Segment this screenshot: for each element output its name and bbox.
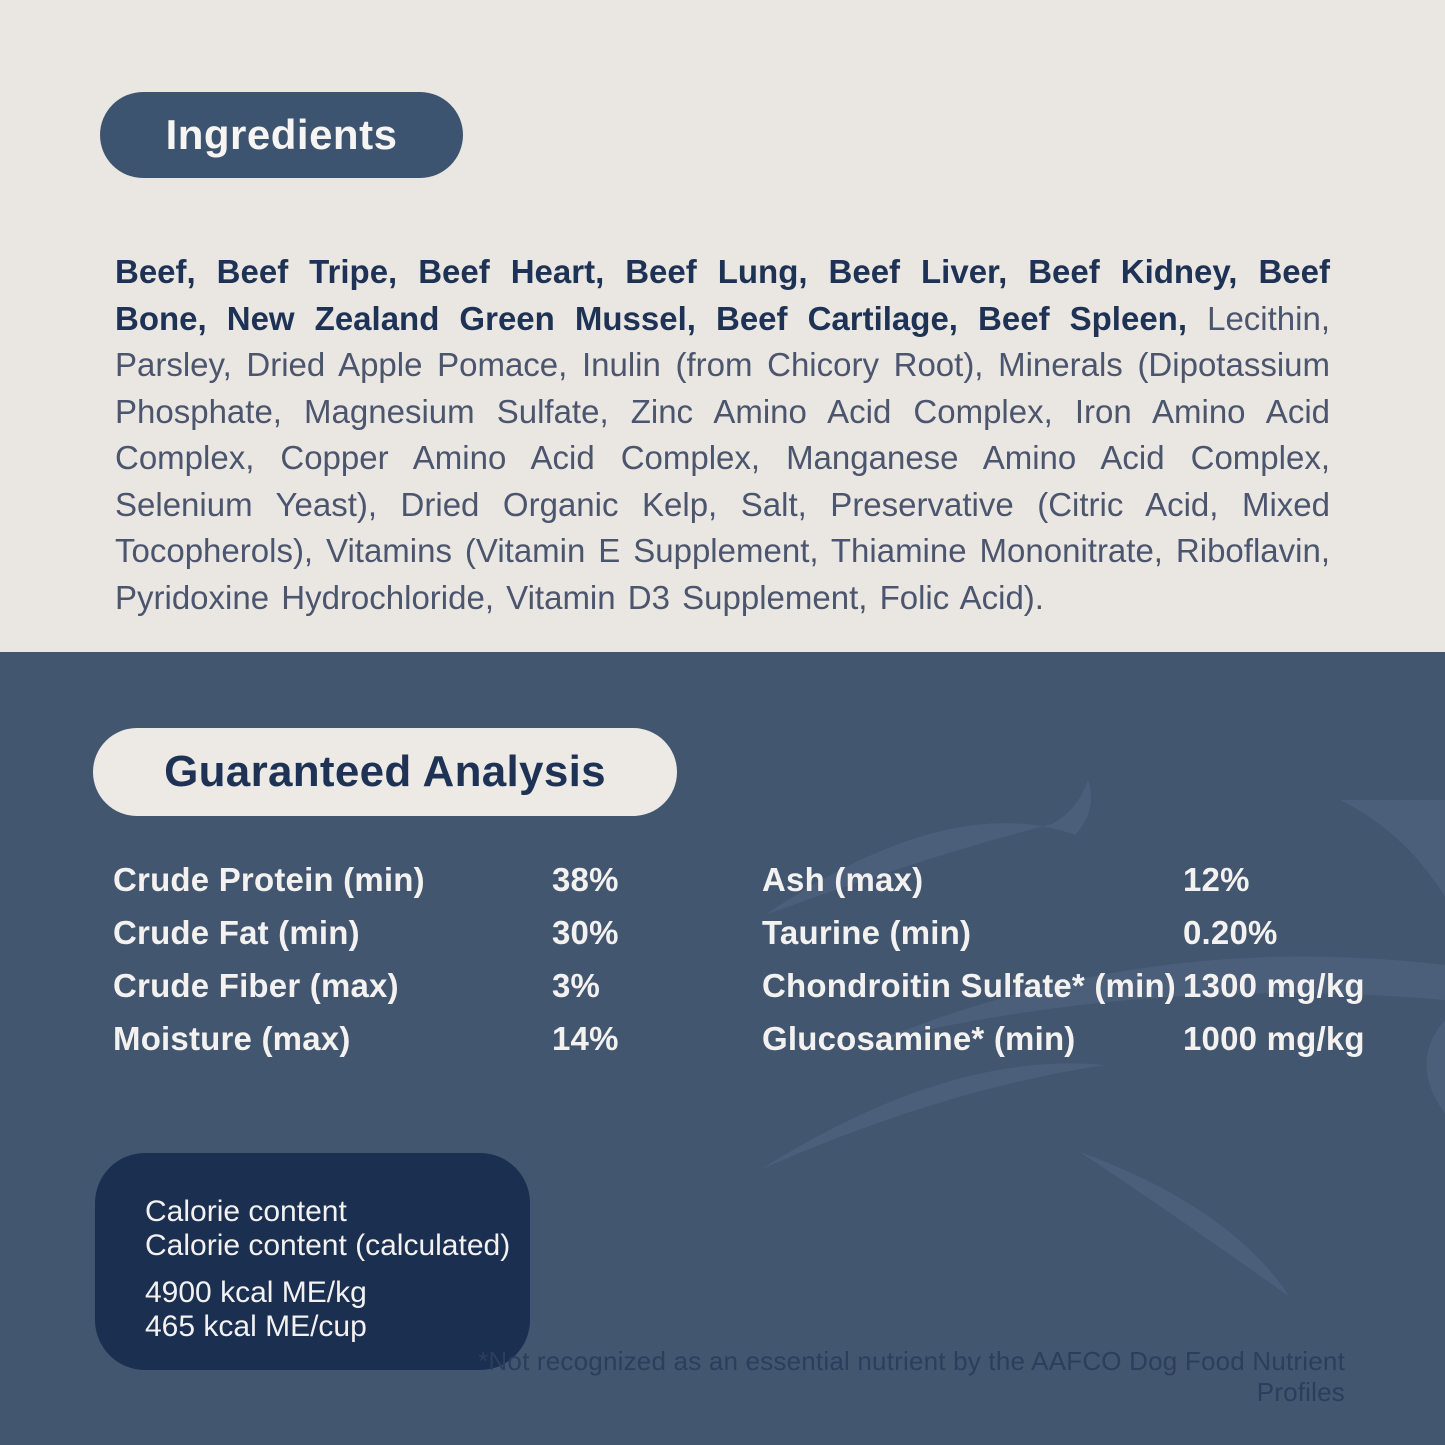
table-row — [762, 1012, 1402, 1065]
nutrient-label: Glucosamine* (min) — [762, 1019, 1076, 1057]
table-row — [762, 854, 1402, 907]
guaranteed-analysis-title: Guaranteed Analysis — [164, 747, 606, 796]
nutrient-value: 14% — [552, 1019, 619, 1057]
calorie-content-box — [95, 1153, 530, 1370]
ingredients-primary-list: Beef, Beef Tripe, Beef Heart, Beef Lung, Beef Liver, Beef Kidney, Beef Bone, New Zealand Green Mussel, Beef Cartilage, Beef Spleen, — [115, 253, 1330, 337]
nutrient-value: 1000 mg/kg — [1183, 1019, 1365, 1057]
nutrient-label: Crude Protein (min) — [113, 861, 425, 899]
table-row — [113, 907, 713, 960]
calorie-content-headings — [145, 1195, 530, 1263]
nutrient-label: Taurine (min) — [762, 914, 972, 952]
calorie-value-line: 465 kcal ME/cup — [145, 1310, 367, 1343]
nutrient-label: Moisture (max) — [113, 1019, 351, 1057]
calorie-content-values — [145, 1276, 530, 1344]
calorie-value-line: 4900 kcal ME/kg — [145, 1276, 367, 1309]
ingredients-title: Ingredients — [165, 111, 398, 158]
nutrient-value: 12% — [1183, 861, 1250, 899]
table-row — [762, 960, 1402, 1013]
nutrient-label: Crude Fat (min) — [113, 914, 360, 952]
ingredients-paragraph — [115, 249, 1330, 621]
calorie-content-line: Calorie content — [145, 1195, 347, 1228]
nutrient-label: Chondroitin Sulfate* (min) — [762, 966, 1176, 1004]
nutrient-value: 3% — [552, 966, 601, 1004]
table-row — [113, 854, 713, 907]
nutrient-value: 30% — [552, 914, 619, 952]
ingredients-secondary-list: Lecithin, Parsley, Dried Apple Pomace, Inulin (from Chicory Root), Minerals (Dipotassium Phosphate, Magnesium Sulfate, Zinc Amino Acid Complex, Iron Amino Acid Complex, Copper Amino Acid Complex, Manganese Amino Acid Complex, Selenium Yeast), Dried Organic Kelp, Salt, Preservative (Citric Acid, Mixed Tocopherols), Vitamins (Vitamin E Supplement, Thiamine Mononitrate, Riboflavin, Pyridoxine Hydrochloride, Vitamin D3 Supplement, Folic Acid). — [115, 299, 1330, 616]
calorie-content-line: Calorie content (calculated) — [145, 1229, 511, 1262]
analysis-table-left-column — [113, 854, 713, 1065]
aafco-footnote: *Not recognized as an essential nutrient by the AAFCO Dog Food Nutrient Profiles — [478, 1346, 1345, 1407]
table-row — [762, 907, 1402, 960]
guaranteed-analysis-title-pill — [93, 728, 677, 816]
ingredients-section — [0, 0, 1445, 652]
ingredients-title-pill — [100, 92, 463, 178]
table-row — [113, 1012, 713, 1065]
guaranteed-analysis-section — [0, 652, 1445, 1445]
nutrient-value: 38% — [552, 861, 619, 899]
nutrient-label: Crude Fiber (max) — [113, 966, 399, 1004]
table-row — [113, 960, 713, 1013]
nutrient-value: 1300 mg/kg — [1183, 966, 1365, 1004]
analysis-table-right-column — [762, 854, 1402, 1065]
nutrient-label: Ash (max) — [762, 861, 924, 899]
nutrient-value: 0.20% — [1183, 914, 1278, 952]
